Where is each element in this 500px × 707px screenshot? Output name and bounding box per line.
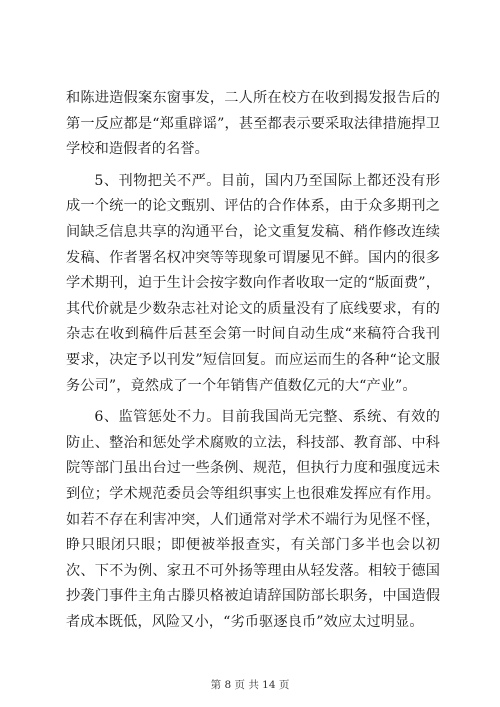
paragraph-journal-review: 5、刊物把关不严。目前，国内乃至国际上都还没有形成一个统一的论文甄别、评估的合作体系，由于众多期刊之间缺乏信息共享的沟通平台，论文重复发稿、稍作修改连续发稿、作者署名权冲突等等现象可谓屡见不鲜。国内的很多学术期刊，迫于生计会按字数向作者收取一定的“版面费”，其代价就是少数杂志社对论文的质量没有了底线要求，有的杂志在收到稿件后甚至会第一时间自动生成“来稿符合我刊要求，决定予以刊发”短信回复。而应运而生的各种“论文服务公司”，竟然成了一个年销售产值数亿元的大“产业”。 bbox=[66, 172, 440, 394]
paragraph-continuation: 和陈进造假案东窗事发，二人所在校方在收到揭发报告后的第一反应都是“郑重辟谣”，甚至都表示要采取法律措施捍卫学校和造假者的名誉。 bbox=[66, 90, 440, 158]
document-body bbox=[66, 86, 440, 635]
paragraph-supervision: 6、监管惩处不力。目前我国尚无完整、系统、有效的防止、整治和惩处学术腐败的立法，科技部、教育部、中科院等部门虽出台过一些条例、规范，但执行力度和强度远未到位；学术规范委员会等组织事实上也很难发挥应有作用。如若不存在利害冲突，人们通常对学术不端行为见怪不怪，睁只眼闭只眼；即便被举报查实，有关部门多半也会以初次、下不为例、家丑不可外扬等理由从轻发落。相较于德国抄袭门事件主角古滕贝格被迫请辞国防部长职务，中国造假者成本既低，风险又小，“劣币驱逐良币”效应太过明显。 bbox=[66, 409, 440, 630]
page-footer: 第 8 页 共 14 页 bbox=[210, 679, 290, 691]
